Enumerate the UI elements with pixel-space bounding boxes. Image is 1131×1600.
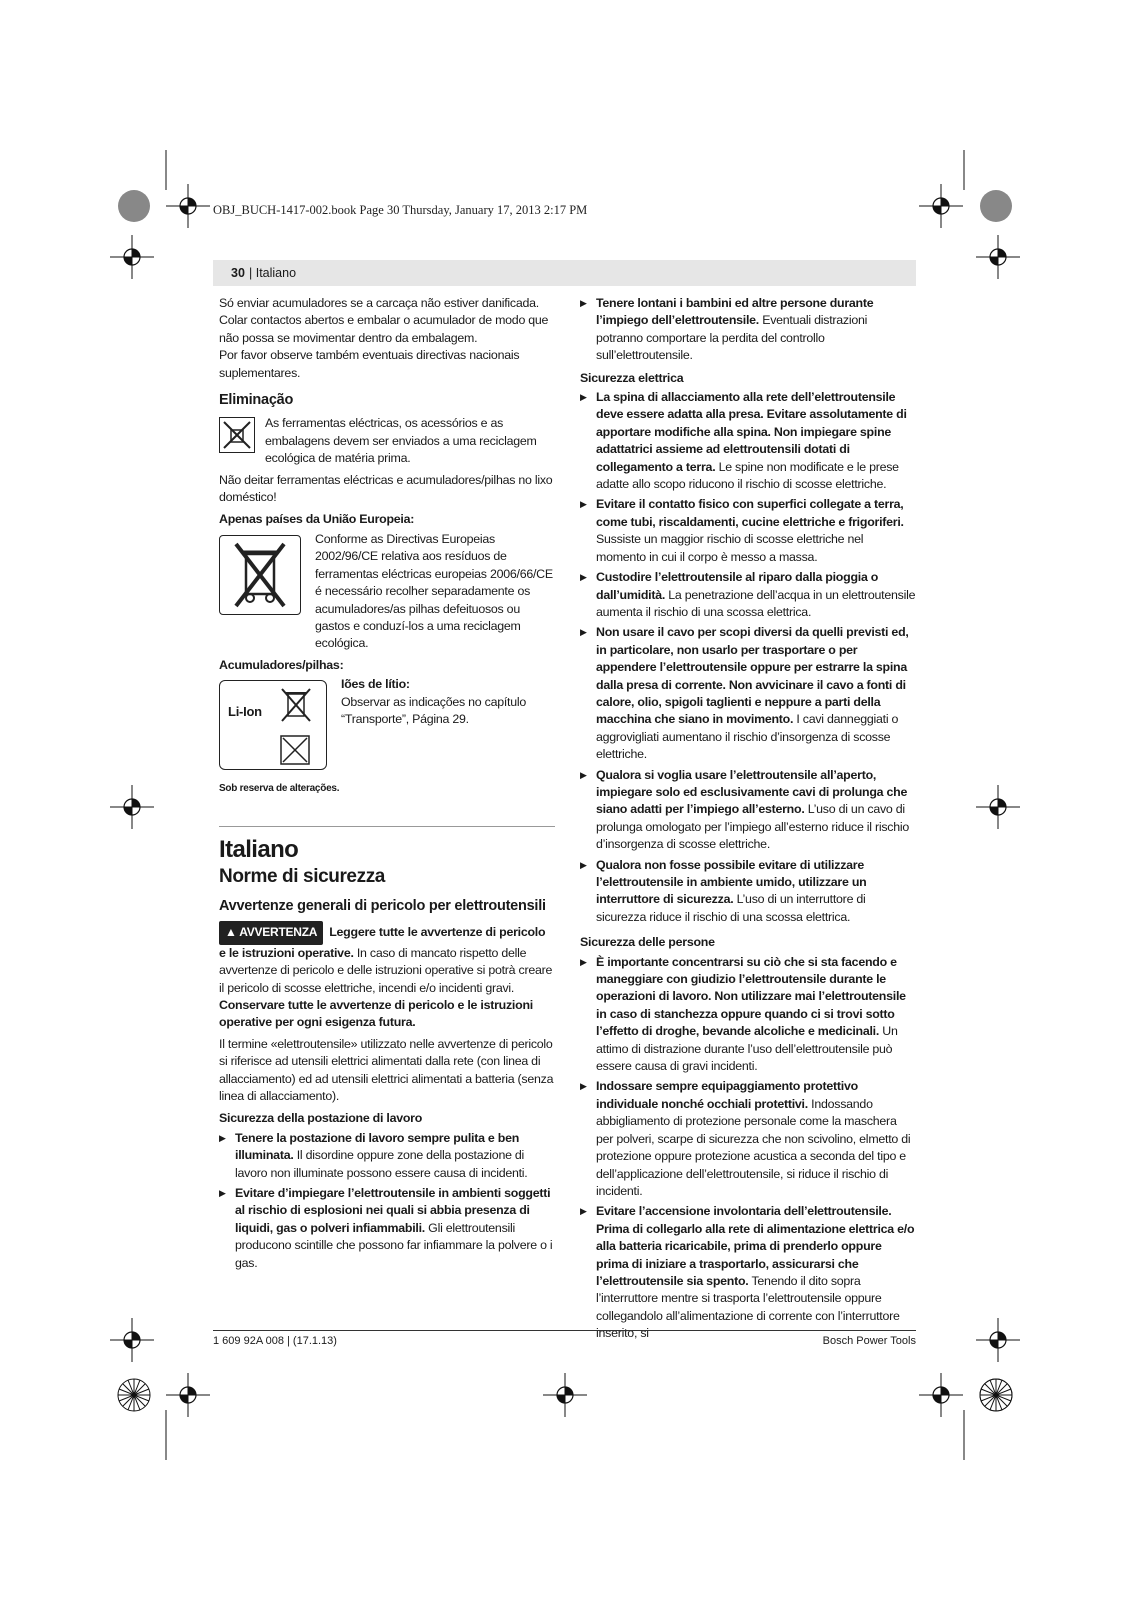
workplace-title: Sicurezza della postazione di lavoro bbox=[219, 1111, 423, 1126]
print-line: OBJ_BUCH-1417-002.book Page 30 Thursday, January 17, 2013 2:17 PM bbox=[213, 203, 588, 217]
list-item: ▶ La spina di allacciamento alla rete dell’elettroutensile deve essere adatta alla presa. Evitare assolutamente di apportare modifiche alla spina. Non impiegare spine adattatrici assieme ad elettroutensili dotati di collegamento a terra. Le spine non modificate e le prese adatte allo scopo riducono il rischio di scosse elettriche. bbox=[580, 389, 916, 493]
crossed-bin-icon bbox=[219, 535, 301, 615]
conserve-text: Conservare tutte le avvertenze di pericolo e le istruzioni operative per ogni esigenza futura. bbox=[219, 997, 533, 1030]
page-footer bbox=[213, 1330, 916, 1347]
list-item: ▶ Tenere lontani i bambini ed altre persone durante l’impiego dell’elettroutensile. Eventuali distrazioni potranno comportare la perdita del controllo sull’elettroutensile. bbox=[580, 295, 916, 365]
acc-title: Acumuladores/pilhas: bbox=[219, 657, 344, 672]
list-item: ▶ Tenere la postazione di lavoro sempre pulita e ben illuminata. Il disordine oppure zone della postazione di lavoro non illuminate possono essere causa di incidenti. bbox=[219, 1130, 555, 1182]
intro-line: Só enviar acumuladores se a carcaça não estiver danificada. bbox=[219, 296, 539, 310]
footer-brand: Bosch Power Tools bbox=[822, 1335, 916, 1347]
norme-title: Norme di sicurezza bbox=[219, 865, 385, 887]
warning-paragraph bbox=[219, 921, 555, 997]
pers-title: Sicurezza delle persone bbox=[580, 935, 715, 950]
list-item: ▶ Evitare d’impiegare l’elettroutensile in ambienti soggetti al rischio di esplosioni nei quali si abbia presenza di liquidi, gas o polveri infiammabili. Gli elettroutensili producono scintille che possono far infiammare la polvere o i gas. bbox=[219, 1185, 555, 1272]
list-item: ▶ È importante concentrarsi su ciò che si sta facendo e maneggiare con giudizio l’elettroutensile durante le operazioni di lavoro. Non utilizzare mai l’elettroutensile in caso di stanchezza oppure quando ci si trovi sotto l’effetto di droghe, bevande alcoliche e medicinali. Un attimo di distrazione durante l’uso dell’elettroutensile può essere causa di gravi incidenti. bbox=[580, 954, 916, 1076]
page-number: 30 bbox=[231, 266, 245, 280]
reserve-note: Sob reserva de alterações. bbox=[219, 783, 340, 795]
elim-title: Eliminação bbox=[219, 392, 294, 409]
termine-text: Il termine «elettroutensile» utilizzato nelle avvertenze di pericolo si riferisce ad utensili elettrici alimentati dalla rete (con linea di allacciamento) ed ad utensili elettrici alimentati a batteria (senza linea di allacciamento). bbox=[219, 1036, 554, 1103]
warning-bold: Leggere tutte le avvertenze di pericolo e le istruzioni operative. bbox=[219, 925, 546, 960]
list-item: ▶ Qualora non fosse possibile evitare di utilizzare l’elettroutensile in ambiente umido, utilizzare un interruttore di sicurezza. L’uso di un interruttore di sicurezza riduce il rischio di una scossa elettrica. bbox=[580, 857, 916, 927]
right-column bbox=[580, 295, 916, 1346]
italiano-title: Italiano bbox=[219, 835, 299, 863]
liion-title: Iões de lítio: bbox=[341, 677, 410, 692]
footer-code: 1 609 92A 008 | (17.1.13) bbox=[213, 1335, 337, 1347]
list-item: ▶ Non usare il cavo per scopi diversi da quelli previsti ed, in particolare, non usarlo per trasportare o per appendere l’elettroutensile oppure per estrarre la spina dalla presa di corrente. Non avvicinare il cavo a fonti di calore, olio, spigoli taglienti e neppure a parti della macchina che siano in movimento. I cavi danneggiati o aggrovigliati aumentano il rischio d’insorgenza di scosse elettriche. bbox=[580, 624, 916, 763]
intro-line: Colar contactos abertos e embalar o acumulador de modo que não possa se movimentar dentro da embalagem. bbox=[219, 313, 549, 345]
liion-box bbox=[219, 680, 327, 770]
eu-title: Apenas países da União Europeia: bbox=[219, 512, 415, 527]
crossed-battery-bin-icon bbox=[276, 685, 316, 725]
warning-badge: ▲ AVVERTENZA bbox=[219, 921, 323, 944]
warning-text: In caso di mancato rispetto delle avvertenze di pericolo e delle istruzioni operative si potrà creare il pericolo di scosse elettriche, incendi e/o incidenti gravi. bbox=[219, 945, 553, 995]
elim-text2: Não deitar ferramentas eléctricas e acumuladores/pilhas no lixo doméstico! bbox=[219, 472, 553, 505]
list-item: ▶ Evitare il contatto fisico con superfici collegate a terra, come tubi, riscaldamenti, cucine elettriche e frigoriferi. Sussiste un maggior rischio di scosse elettriche nel momento in cui il corpo è messo a massa. bbox=[580, 496, 916, 566]
list-item: ▶ Qualora si voglia usare l’elettroutensile all’aperto, impiegare solo ed esclusivamente cavi di prolunga che siano adatti per l’impiego all’esterno. L’uso di un cavo di prolunga omologato per l’impiego all’esterno riduce il rischio d’insorgenza di scosse elettriche. bbox=[580, 767, 916, 854]
liion-info bbox=[341, 676, 555, 728]
elim-row bbox=[219, 415, 555, 467]
left-column bbox=[219, 295, 555, 1275]
section-label: | Italiano bbox=[249, 266, 297, 280]
recycle-disposal-icon bbox=[219, 417, 255, 453]
warning-label: AVVERTENZA bbox=[239, 925, 318, 940]
eu-row bbox=[219, 531, 555, 653]
liion-text: Observar as indicações no capítulo “Transporte”, Página 29. bbox=[341, 694, 527, 726]
intro-line: Por favor observe também eventuais directivas nacionais suplementares. bbox=[219, 348, 520, 380]
eu-text: Conforme as Directivas Europeias 2002/96/CE relativa aos resíduos de ferramentas eléctricas europeias 2006/66/CE é necessário recolher separadamente os acumuladores/as pilhas defeituosos ou gastos e conduzí-los a uma reciclagem ecológica. bbox=[315, 531, 553, 651]
section-divider bbox=[219, 826, 555, 827]
elec-title: Sicurezza elettrica bbox=[580, 370, 684, 385]
avvertenze-title: Avvertenze generali di pericolo per elettroutensili bbox=[219, 898, 546, 915]
crossed-recycle-icon bbox=[280, 735, 310, 765]
liion-row bbox=[219, 676, 555, 770]
list-item: ▶ Evitare l’accensione involontaria dell’elettroutensile. Prima di collegarlo alla rete di alimentazione elettrica e/o alla batteria ricaricabile, prima di prenderlo oppure prima di iniziare a trasportarlo, assicurarsi che l’elettroutensile sia spento. Tenendo il dito sopra l’interruttore mentre si trasporta l’elettroutensile oppure collegandolo all’alimentazione di corrente con l’interruttore inserito, si bbox=[580, 1203, 916, 1342]
list-item: ▶ Custodire l’elettroutensile al riparo dalla pioggia o dall’umidità. La penetrazione dell’acqua in un elettroutensile aumenta il rischio di una scossa elettrica. bbox=[580, 569, 916, 621]
elim-text: As ferramentas eléctricas, os acessórios e as embalagens devem ser enviados a uma reciclagem ecológica de matéria prima. bbox=[265, 416, 537, 466]
list-item: ▶ Indossare sempre equipaggiamento protettivo individuale nonché occhiali protettivi. Indossando abbigliamento di protezione personale come la maschera per polveri, scarpe di sicurezza che non scivolino, elmetto di protezione oppure protezione acustica a seconda del tipo e dell’applicazione dell’elettroutensile, si riduce il rischio di incidenti. bbox=[580, 1078, 916, 1200]
liion-label: Li-Ion bbox=[228, 704, 262, 720]
page-header bbox=[213, 260, 916, 286]
